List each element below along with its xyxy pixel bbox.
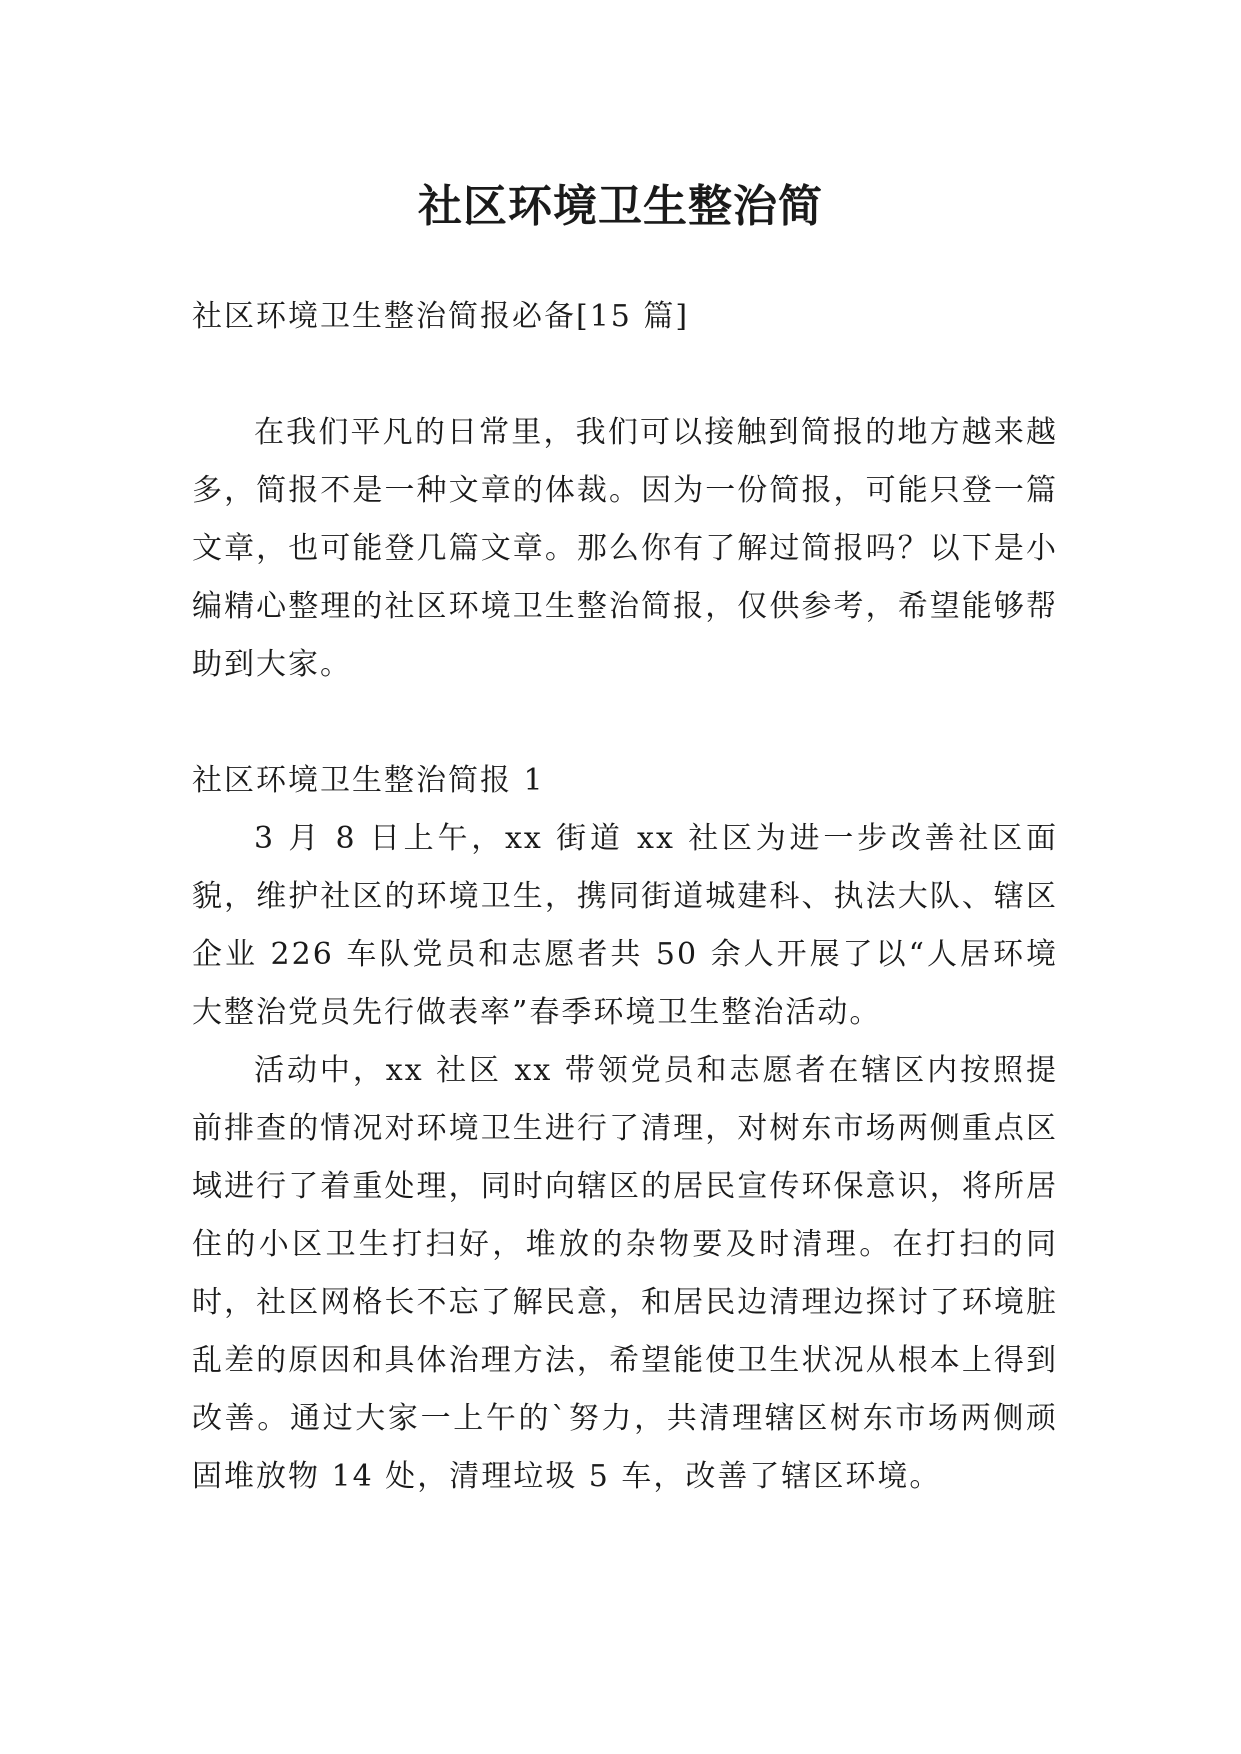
body-paragraph-1: 3 月 8 日上午，xx 街道 xx 社区为进一步改善社区面貌，维护社区的环境卫生，携同街道城建科、执法大队、辖区企业 226 车队党员和志愿者共 50 余人开展了以“人居环境大整治党员先行做表率”春季环境卫生整治活动。 <box>192 821 1058 1030</box>
body-paragraph-2: 活动中，xx 社区 xx 带领党员和志愿者在辖区内按照提前排查的情况对环境卫生进行了清理，对树东市场两侧重点区域进行了着重处理，同时向辖区的居民宣传环保意识，将所居住的小区卫生打扫好，堆放的杂物要及时清理。在打扫的同时，社区网格长不忘了解民意，和居民边清理边探讨了环境脏乱差的原因和具体治理方法，希望能使卫生状况从根本上得到改善。通过大家一上午的`努力，共清理辖区树东市场两侧顽固堆放物 14 处，清理垃圾 5 车，改善了辖区环境。 <box>192 1053 1058 1494</box>
document-subtitle: 社区环境卫生整治简报必备[15 篇] <box>192 299 690 334</box>
document-body <box>192 288 1058 1506</box>
intro-paragraph: 在我们平凡的日常里，我们可以接触到简报的地方越来越多，简报不是一种文章的体裁。因为一份简报，可能只登一篇文章，也可能登几篇文章。那么你有了解过简报吗？以下是小编精心整理的社区环境卫生整治简报，仅供参考，希望能够帮助到大家。 <box>192 415 1058 682</box>
section-heading: 社区环境卫生整治简报 1 <box>192 763 545 798</box>
document-title: 社区环境卫生整治简 <box>418 181 823 233</box>
